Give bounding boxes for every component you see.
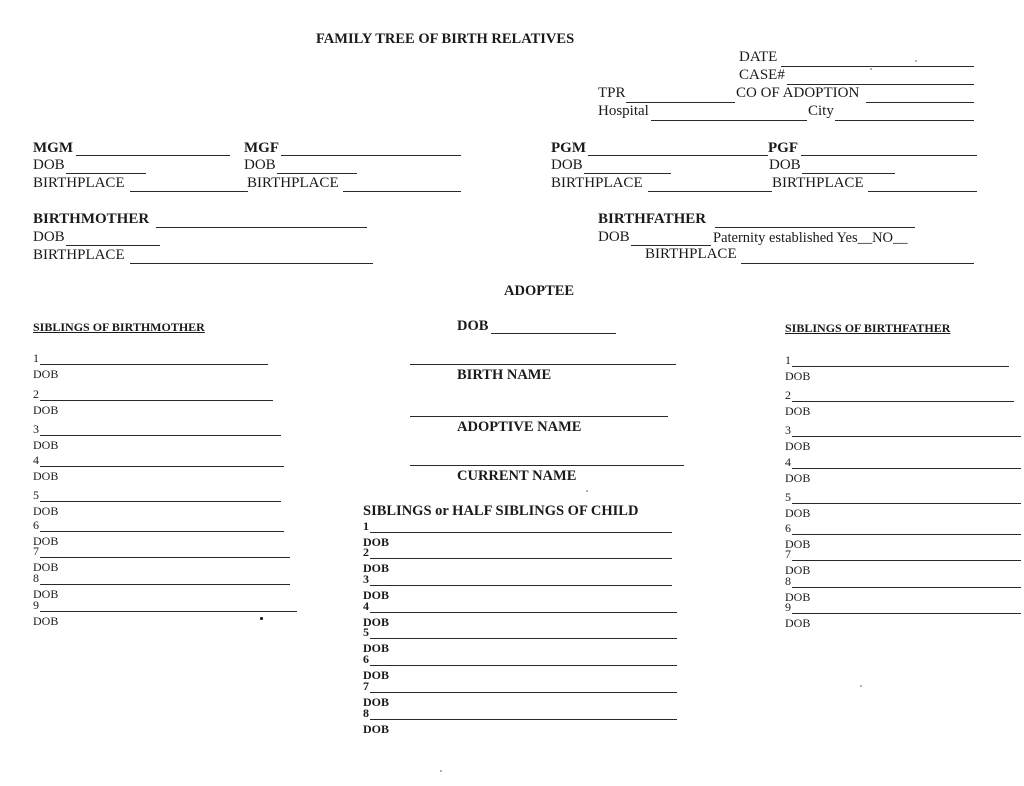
child-sibling-dob-label: DOB	[363, 535, 390, 549]
adoptive-name-field[interactable]	[410, 416, 668, 417]
date-label: DATE	[739, 49, 778, 65]
child-sibling-number: 5	[363, 625, 369, 639]
mgf-label: MGF	[244, 140, 279, 156]
scan-speck	[260, 617, 263, 620]
current-name-label: CURRENT NAME	[457, 468, 577, 484]
child-sibling-dob-label: DOB	[363, 722, 390, 736]
birthfather-birthplace-label: BIRTHPLACE	[645, 246, 737, 262]
child-sibling-name-field[interactable]	[370, 665, 677, 666]
child-sibling-name-field[interactable]	[370, 558, 672, 559]
paternity-label[interactable]: Paternity established Yes__NO__	[713, 230, 908, 246]
child-sibling-number: 6	[363, 652, 369, 666]
hospital-label: Hospital	[598, 103, 649, 119]
birthfather-sibling-name-field[interactable]	[792, 613, 1021, 614]
mgm-label: MGM	[33, 140, 73, 156]
birthmother-sibling-number: 2	[33, 387, 39, 401]
birthfather-sibling-name-field[interactable]	[792, 436, 1021, 437]
co-adoption-field[interactable]	[866, 102, 974, 103]
scan-speck	[860, 685, 862, 687]
birthmother-sibling-name-field[interactable]	[40, 364, 268, 365]
birthfather-sibling-number: 9	[785, 600, 791, 614]
birthmother-sibling-dob-label: DOB	[33, 504, 59, 518]
pgm-label: PGM	[551, 140, 586, 156]
birthfather-sibling-number: 4	[785, 455, 791, 469]
child-sibling-name-field[interactable]	[370, 612, 677, 613]
birthmother-sibling-number: 1	[33, 351, 39, 365]
birthfather-sibling-number: 7	[785, 547, 791, 561]
birthfather-sibling-number: 3	[785, 423, 791, 437]
birthmother-sibling-dob-label: DOB	[33, 587, 59, 601]
birthmother-sibling-dob-label: DOB	[33, 367, 59, 381]
birthmother-label: BIRTHMOTHER	[33, 211, 150, 227]
birthmother-sibling-number: 5	[33, 488, 39, 502]
city-field[interactable]	[835, 120, 974, 121]
child-sibling-number: 4	[363, 599, 369, 613]
child-sibling-dob-label: DOB	[363, 695, 390, 709]
mgm-birthplace-label: BIRTHPLACE	[33, 175, 125, 191]
child-sibling-dob-label: DOB	[363, 641, 390, 655]
mgf-dob-field[interactable]	[277, 173, 357, 174]
birthmother-sibling-name-field[interactable]	[40, 435, 281, 436]
siblings-birthfather-heading: SIBLINGS OF BIRTHFATHER	[785, 321, 951, 335]
child-sibling-name-field[interactable]	[370, 585, 672, 586]
mgm-field[interactable]	[76, 155, 230, 156]
adoptee-dob-field[interactable]	[491, 333, 616, 334]
pgf-field[interactable]	[801, 155, 977, 156]
birthfather-sibling-dob-label: DOB	[785, 439, 811, 453]
birthmother-sibling-name-field[interactable]	[40, 501, 281, 502]
birthmother-sibling-dob-label: DOB	[33, 469, 59, 483]
birthmother-birthplace-field[interactable]	[130, 263, 373, 264]
mgm-dob-label: DOB	[33, 157, 65, 173]
birth-name-field[interactable]	[410, 364, 676, 365]
birthmother-sibling-name-field[interactable]	[40, 584, 290, 585]
siblings-child-heading: SIBLINGS or HALF SIBLINGS OF CHILD	[363, 503, 639, 519]
birthmother-sibling-number: 3	[33, 422, 39, 436]
birthmother-dob-field[interactable]	[66, 245, 160, 246]
child-sibling-number: 1	[363, 519, 369, 533]
birthmother-sibling-number: 9	[33, 598, 39, 612]
birthmother-sibling-name-field[interactable]	[40, 557, 290, 558]
birthfather-sibling-dob-label: DOB	[785, 563, 811, 577]
birthfather-sibling-name-field[interactable]	[792, 503, 1021, 504]
pgf-birthplace-field[interactable]	[868, 191, 977, 192]
child-sibling-number: 2	[363, 545, 369, 559]
birthmother-sibling-dob-label: DOB	[33, 438, 59, 452]
birthmother-birthplace-label: BIRTHPLACE	[33, 247, 125, 263]
birthfather-sibling-number: 5	[785, 490, 791, 504]
birthfather-sibling-dob-label: DOB	[785, 404, 811, 418]
date-field[interactable]	[781, 66, 974, 67]
pgm-birthplace-label: BIRTHPLACE	[551, 175, 643, 191]
mgm-birthplace-field[interactable]	[130, 191, 248, 192]
child-sibling-dob-label: DOB	[363, 668, 390, 682]
city-label: City	[808, 103, 834, 119]
co-adoption-label: CO OF ADOPTION	[736, 85, 860, 101]
birthmother-sibling-number: 4	[33, 453, 39, 467]
birthfather-sibling-dob-label: DOB	[785, 471, 811, 485]
child-sibling-number: 3	[363, 572, 369, 586]
birthfather-sibling-number: 8	[785, 574, 791, 588]
birthmother-sibling-number: 6	[33, 518, 39, 532]
birthmother-sibling-dob-label: DOB	[33, 560, 59, 574]
birthmother-sibling-number: 8	[33, 571, 39, 585]
current-name-field[interactable]	[410, 465, 684, 466]
mgf-dob-label: DOB	[244, 157, 276, 173]
scan-speck	[586, 490, 588, 492]
pgf-birthplace-label: BIRTHPLACE	[772, 175, 864, 191]
birthmother-sibling-dob-label: DOB	[33, 614, 59, 628]
birthfather-sibling-name-field[interactable]	[792, 560, 1021, 561]
birthfather-sibling-dob-label: DOB	[785, 616, 811, 630]
birthfather-sibling-name-field[interactable]	[792, 401, 1014, 402]
birthfather-sibling-number: 6	[785, 521, 791, 535]
child-sibling-name-field[interactable]	[370, 719, 677, 720]
birthfather-sibling-number: 2	[785, 388, 791, 402]
child-sibling-name-field[interactable]	[370, 692, 677, 693]
birthfather-dob-label: DOB	[598, 229, 630, 245]
adoptee-dob-label: DOB	[457, 318, 489, 334]
birthmother-field[interactable]	[156, 227, 367, 228]
birthmother-sibling-name-field[interactable]	[40, 400, 273, 401]
birthfather-sibling-name-field[interactable]	[792, 468, 1021, 469]
child-sibling-name-field[interactable]	[370, 638, 677, 639]
child-sibling-dob-label: DOB	[363, 588, 390, 602]
scan-speck	[915, 60, 917, 62]
birthfather-sibling-name-field[interactable]	[792, 534, 1021, 535]
child-sibling-name-field[interactable]	[370, 532, 672, 533]
adoptive-name-label: ADOPTIVE NAME	[457, 419, 582, 435]
birthfather-sibling-dob-label: DOB	[785, 369, 811, 383]
birthfather-field[interactable]	[715, 227, 915, 228]
case-label: CASE#	[739, 67, 785, 83]
birthfather-label: BIRTHFATHER	[598, 211, 707, 227]
mgm-dob-field[interactable]	[66, 173, 146, 174]
mgf-field[interactable]	[281, 155, 461, 156]
child-sibling-dob-label: DOB	[363, 615, 390, 629]
birthmother-sibling-dob-label: DOB	[33, 403, 59, 417]
child-sibling-dob-label: DOB	[363, 561, 390, 575]
birthmother-sibling-name-field[interactable]	[40, 611, 297, 612]
siblings-birthmother-heading: SIBLINGS OF BIRTHMOTHER	[33, 320, 205, 334]
child-sibling-number: 8	[363, 706, 369, 720]
birthfather-sibling-name-field[interactable]	[792, 366, 1009, 367]
pgm-field[interactable]	[588, 155, 768, 156]
birthmother-dob-label: DOB	[33, 229, 65, 245]
pgf-label: PGF	[768, 140, 798, 156]
scan-speck	[870, 68, 872, 70]
page-title: FAMILY TREE OF BIRTH RELATIVES	[316, 31, 575, 47]
pgf-dob-field[interactable]	[802, 173, 895, 174]
scan-speck	[440, 770, 442, 772]
hospital-field[interactable]	[651, 120, 807, 121]
birthfather-sibling-number: 1	[785, 353, 791, 367]
birthfather-sibling-dob-label: DOB	[785, 590, 811, 604]
pgm-dob-label: DOB	[551, 157, 583, 173]
birthmother-sibling-name-field[interactable]	[40, 466, 284, 467]
tpr-label: TPR	[598, 85, 626, 101]
adoptee-heading: ADOPTEE	[504, 283, 575, 299]
birthfather-birthplace-field[interactable]	[741, 263, 974, 264]
birthmother-sibling-dob-label: DOB	[33, 534, 59, 548]
birthmother-sibling-name-field[interactable]	[40, 531, 284, 532]
birthmother-sibling-number: 7	[33, 544, 39, 558]
birthfather-sibling-dob-label: DOB	[785, 506, 811, 520]
pgm-birthplace-field[interactable]	[648, 191, 772, 192]
birthfather-sibling-name-field[interactable]	[792, 587, 1021, 588]
mgf-birthplace-field[interactable]	[343, 191, 461, 192]
pgf-dob-label: DOB	[769, 157, 801, 173]
child-sibling-number: 7	[363, 679, 369, 693]
birthfather-sibling-dob-label: DOB	[785, 537, 811, 551]
birth-name-label: BIRTH NAME	[457, 367, 552, 383]
pgm-dob-field[interactable]	[584, 173, 671, 174]
mgf-birthplace-label: BIRTHPLACE	[247, 175, 339, 191]
